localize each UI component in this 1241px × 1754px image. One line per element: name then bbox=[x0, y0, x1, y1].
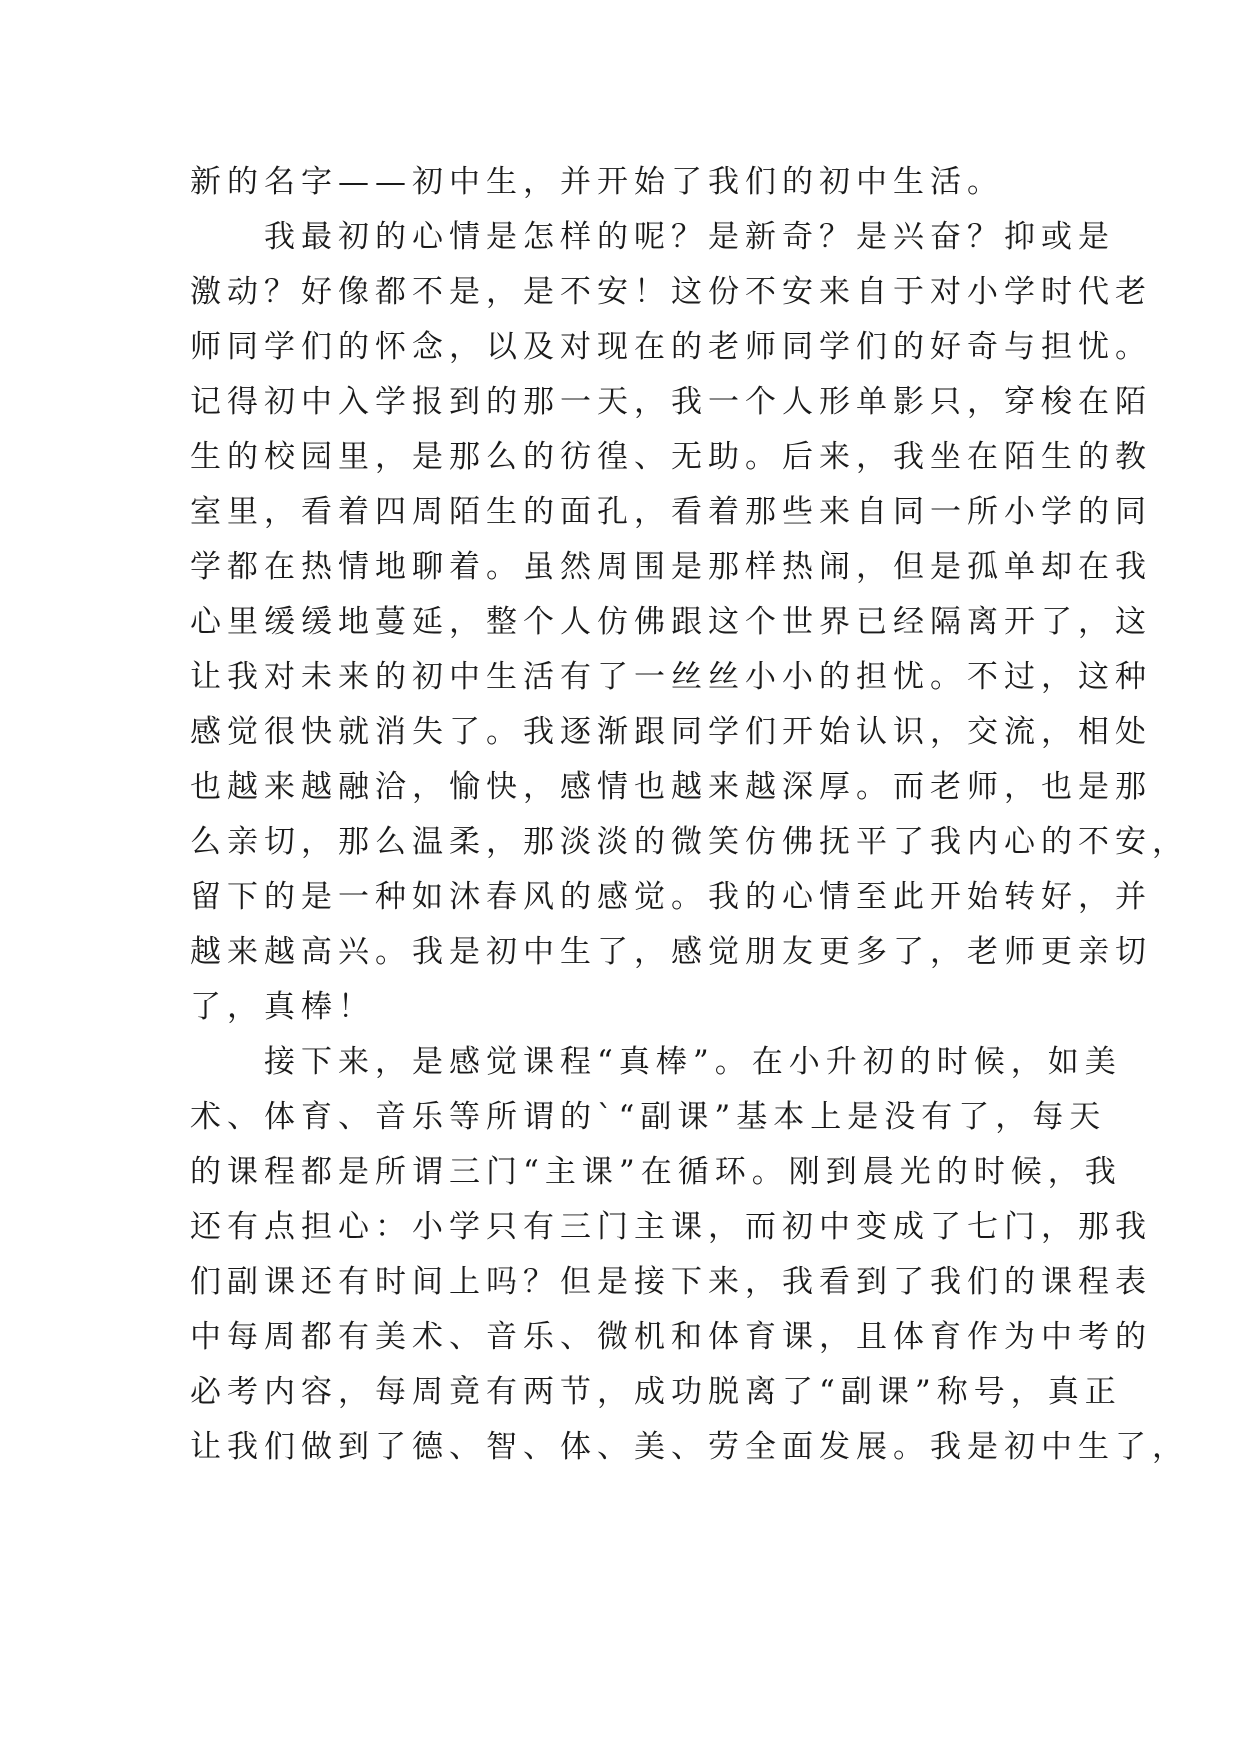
text-line: 术、体育、音乐等所谓的`“副课”基本上是没有了，每天 bbox=[190, 1099, 1107, 1135]
text-line: 师同学们的怀念，以及对现在的老师同学们的好奇与担忧。 bbox=[190, 329, 1152, 365]
text-line: 越来越高兴。我是初中生了，感觉朋友更多了，老师更亲切 bbox=[190, 934, 1152, 970]
text-line: 记得初中入学报到的那一天，我一个人形单影只，穿梭在陌 bbox=[190, 384, 1152, 420]
text-line: 了，真棒！ bbox=[190, 989, 375, 1025]
text-line: 么亲切，那么温柔，那淡淡的微笑仿佛抚平了我内心的不安， bbox=[190, 824, 1189, 860]
text-line: 也越来越融洽，愉快，感情也越来越深厚。而老师，也是那 bbox=[190, 769, 1152, 805]
text-line: 室里，看着四周陌生的面孔，看着那些来自同一所小学的同 bbox=[190, 494, 1152, 530]
text-line: 生的校园里，是那么的彷徨、无助。后来，我坐在陌生的教 bbox=[190, 439, 1152, 475]
text-line: 新的名字——初中生，并开始了我们的初中生活。 bbox=[190, 164, 1004, 200]
body-text bbox=[190, 155, 1189, 1475]
text-line: 们副课还有时间上吗？但是接下来，我看到了我们的课程表 bbox=[190, 1264, 1152, 1300]
text-line: 必考内容，每周竟有两节，成功脱离了“副课”称号，真正 bbox=[190, 1374, 1122, 1410]
text-line: 还有点担心：小学只有三门主课，而初中变成了七门，那我 bbox=[190, 1209, 1152, 1245]
text-line: 让我们做到了德、智、体、美、劳全面发展。我是初中生了， bbox=[190, 1429, 1189, 1465]
text-line: 我最初的心情是怎样的呢？是新奇？是兴奋？抑或是 bbox=[190, 219, 1115, 255]
text-line: 中每周都有美术、音乐、微机和体育课，且体育作为中考的 bbox=[190, 1319, 1152, 1355]
text-line: 接下来，是感觉课程“真棒”。在小升初的时候，如美 bbox=[190, 1044, 1122, 1080]
text-line: 学都在热情地聊着。虽然周围是那样热闹，但是孤单却在我 bbox=[190, 549, 1152, 585]
text-line: 留下的是一种如沐春风的感觉。我的心情至此开始转好，并 bbox=[190, 879, 1152, 915]
text-line: 的课程都是所谓三门“主课”在循环。刚到晨光的时候，我 bbox=[190, 1154, 1122, 1190]
text-line: 激动？好像都不是，是不安！这份不安来自于对小学时代老 bbox=[190, 274, 1152, 310]
text-line: 让我对未来的初中生活有了一丝丝小小的担忧。不过，这种 bbox=[190, 659, 1152, 695]
text-line: 心里缓缓地蔓延，整个人仿佛跟这个世界已经隔离开了，这 bbox=[190, 604, 1152, 640]
text-line: 感觉很快就消失了。我逐渐跟同学们开始认识，交流，相处 bbox=[190, 714, 1152, 750]
